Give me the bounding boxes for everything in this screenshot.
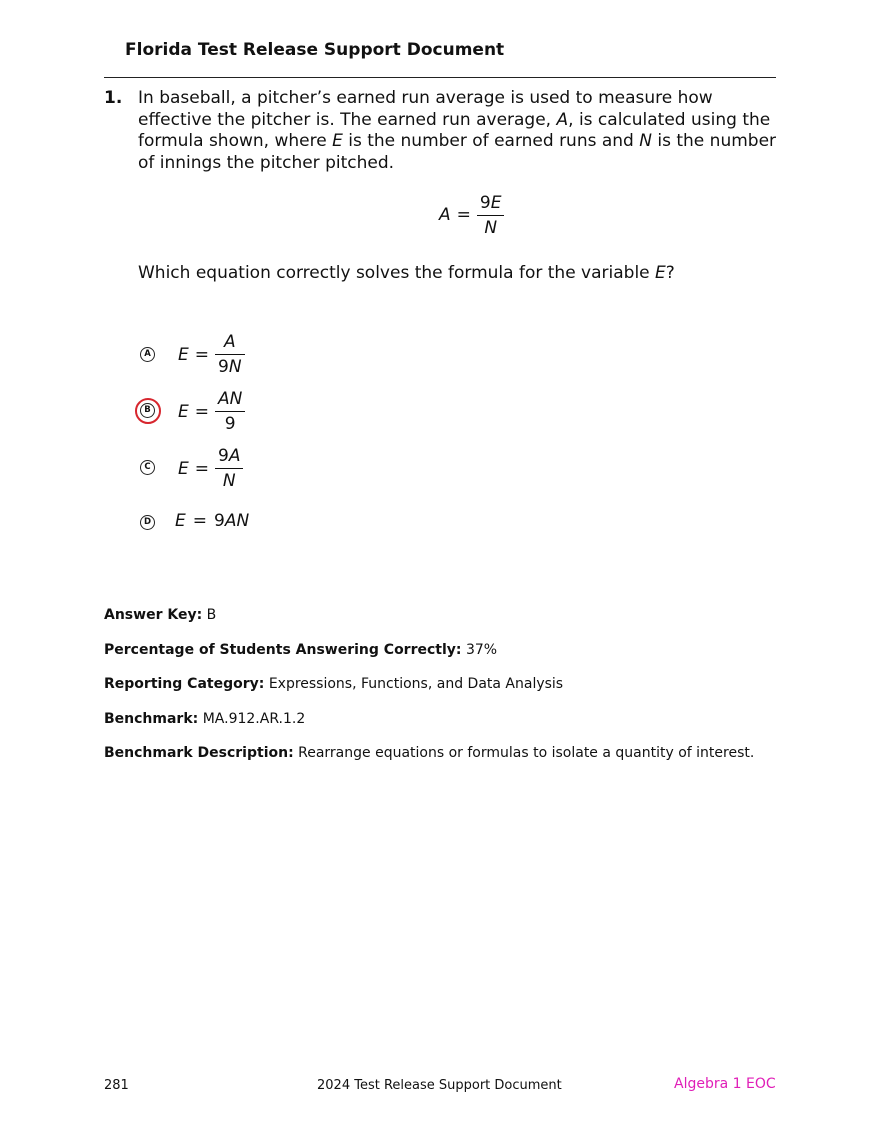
prompt-text-1: Which equation correctly solves the formula for the variable (138, 263, 656, 283)
option-a-equation (178, 332, 245, 377)
option-c-num-var: A (228, 446, 241, 466)
question-prompt (138, 263, 675, 285)
answer-key (104, 607, 216, 623)
benchmark-description (104, 745, 754, 761)
percent-correct-value: 37% (465, 642, 498, 658)
option-b-equation (178, 389, 245, 434)
option-c-denominator: N (222, 471, 236, 491)
reporting-category-value: Expressions, Functions, and Data Analysis (268, 676, 564, 692)
option-d-lhs: E (175, 511, 186, 531)
stem-var-e: E (332, 131, 343, 151)
formula-equals: = (456, 205, 471, 225)
option-c-fraction (215, 446, 243, 491)
option-d-rhs-var: AN (224, 511, 250, 531)
stem-text-4: is the number of innings the pitcher pitched. (138, 131, 777, 173)
stem-text-2: , is calculated using the formula shown, where (138, 109, 771, 151)
formula-denominator: N (484, 217, 498, 238)
stem-text-1: In baseball, a pitcher’s earned run average is used to measure how effective the pitcher is. The earned run average, (138, 88, 713, 130)
option-d-equation (175, 511, 249, 531)
option-a-fraction (215, 332, 245, 377)
option-a-numerator: A (223, 332, 236, 352)
stem-text-3: is the number of earned runs and (342, 131, 640, 151)
formula-num-coef: 9 (479, 192, 491, 213)
option-b-bubble[interactable]: B (140, 403, 155, 418)
header-divider (104, 77, 776, 78)
option-d-equals: = (192, 511, 207, 531)
page-number: 281 (104, 1078, 129, 1093)
answer-key-label: Answer Key: (104, 607, 203, 623)
option-c-lhs: E (178, 458, 189, 479)
option-c-num-coef: 9 (218, 446, 229, 466)
option-b-equals: = (194, 401, 209, 422)
option-c-equation (178, 446, 243, 491)
option-a-bubble[interactable]: A (140, 347, 155, 362)
option-d-rhs-coef: 9 (214, 511, 225, 531)
benchmark-description-value: Rearrange equations or formulas to isolate a quantity of interest. (298, 745, 755, 761)
question-number: 1. (104, 88, 123, 108)
reporting-category (104, 676, 563, 692)
question-stem (138, 88, 778, 174)
reporting-category-label: Reporting Category: (104, 676, 265, 692)
document-header-title: Florida Test Release Support Document (125, 40, 505, 60)
formula-fraction (477, 193, 505, 238)
option-b-denominator: 9 (224, 414, 236, 434)
option-d-bubble[interactable]: D (140, 515, 155, 530)
benchmark (104, 711, 305, 727)
benchmark-description-label: Benchmark Description: (104, 745, 294, 761)
percent-correct (104, 642, 497, 658)
prompt-var-e: E (655, 263, 666, 283)
formula-num-var: E (490, 192, 502, 213)
formula-numerator (477, 193, 505, 215)
answer-key-value: B (206, 607, 217, 623)
era-formula (439, 192, 504, 238)
prompt-text-2: ? (665, 263, 675, 283)
option-a-denominator (215, 355, 245, 377)
option-c-equals: = (194, 458, 209, 479)
stem-var-a: A (556, 109, 569, 130)
footer-subject: Algebra 1 EOC (674, 1076, 776, 1092)
option-a-equals: = (194, 344, 209, 365)
stem-var-n: N (639, 131, 652, 151)
option-b-fraction (215, 389, 245, 434)
option-a-den-coef: 9 (218, 357, 229, 377)
benchmark-label: Benchmark: (104, 711, 199, 727)
option-a-lhs: E (178, 344, 189, 365)
formula-lhs: A (439, 205, 451, 225)
option-b-lhs: E (178, 401, 189, 422)
benchmark-value: MA.912.AR.1.2 (202, 711, 306, 727)
option-c-numerator (215, 446, 243, 468)
footer-title: 2024 Test Release Support Document (317, 1078, 562, 1093)
option-a-den-var: N (228, 357, 242, 377)
percent-correct-label: Percentage of Students Answering Correctly: (104, 642, 462, 658)
option-b-numerator: AN (218, 389, 243, 409)
option-c-bubble[interactable]: C (140, 460, 155, 475)
